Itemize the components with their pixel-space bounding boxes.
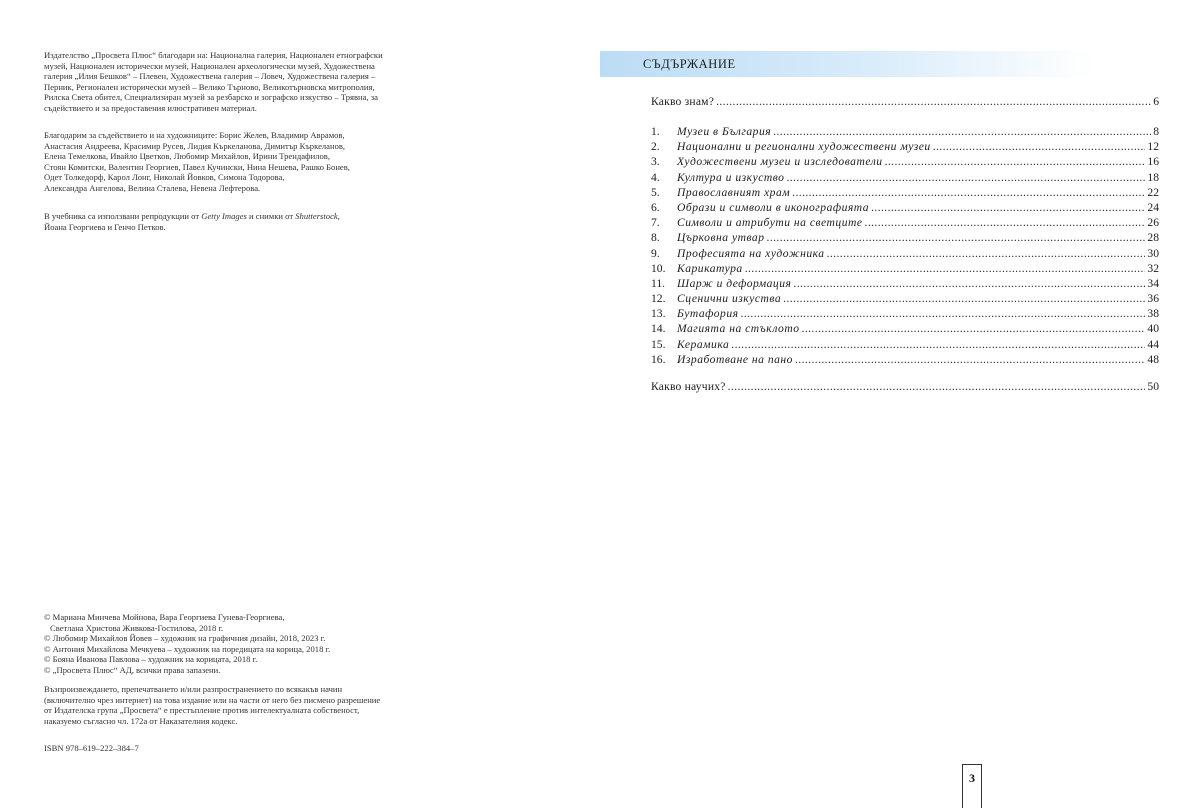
toc-entry-number: 9.: [651, 246, 660, 260]
toc-leader-dots: [795, 353, 1145, 366]
toc-leader-dots: [802, 322, 1146, 335]
toc-entry-title: Керамика: [677, 337, 730, 351]
toc-entry-number: 13.: [651, 307, 666, 321]
toc-entry-page: 18: [1147, 170, 1159, 184]
shutterstock-credit: Shutterstock: [295, 211, 338, 221]
text-line: Перник, Регионален исторически музей – Велико Търново, Великотърновска митрополия,: [44, 81, 375, 92]
toc-entry[interactable]: [649, 155, 1159, 170]
legal-notice: [44, 684, 396, 726]
toc-entry-intro[interactable]: [649, 95, 1159, 110]
toc-entry[interactable]: [649, 231, 1159, 246]
toc-leader-dots: [827, 247, 1146, 260]
copyright-line: Светлана Христова Живкова-Гостилова, 2018 г.: [50, 622, 224, 633]
toc-entry-title: Карикатура: [677, 261, 743, 275]
toc-entry-number: 11.: [651, 276, 666, 290]
copyright-line: © Любомир Михайлов Йовев – художник на графичния дизайн, 2018, 2023 г.: [44, 633, 326, 644]
toc-entry-page: 8: [1153, 125, 1159, 138]
toc-entry-title: Бутафория: [677, 307, 739, 321]
toc-entry-title: Православният храм: [677, 185, 791, 199]
toc-entry-title: Национални и регионални художествени музеи: [677, 140, 931, 154]
toc-entry-title: Църковна утвар: [677, 231, 765, 245]
sources-text: В учебника са използвани репродукции от: [44, 211, 202, 221]
toc-entry-page: 34: [1147, 276, 1159, 290]
toc-entry-number: 3.: [651, 155, 660, 169]
text-line: от Издателска група „Просвета“ е престъпление против интелектуалната собственост,: [44, 705, 360, 716]
toc-entry-page: 28: [1147, 231, 1159, 245]
toc-entry-number: 4.: [651, 170, 660, 184]
toc-entry-page: 24: [1147, 200, 1159, 214]
toc-leader-dots: [716, 95, 1151, 108]
toc-entry[interactable]: [649, 262, 1159, 277]
text-line: Рилска Света обител, Специализиран музей за резбарско и зографско изкуство – Трявна, за: [44, 92, 378, 103]
copyright-line: © Бояна Иванова Павлова – художник на корицата, 2018 г.: [44, 654, 258, 665]
toc-entry-title: Професията на художника: [677, 246, 825, 260]
toc-entry[interactable]: [649, 201, 1159, 216]
toc-entry[interactable]: [649, 186, 1159, 201]
toc-entry-page: 12: [1147, 140, 1159, 154]
toc-entry-title: Култура и изкуство: [677, 170, 785, 184]
toc-leader-dots: [885, 155, 1146, 168]
toc-leader-dots: [783, 292, 1145, 305]
toc-entry-number: 8.: [651, 231, 660, 245]
artists-paragraph: [44, 130, 396, 194]
toc-leader-dots: [745, 262, 1146, 275]
sources-text: ,: [337, 211, 340, 221]
toc-header-band: [600, 51, 1094, 77]
toc-entry-number: 5.: [651, 185, 660, 199]
toc-leader-dots: [865, 216, 1146, 229]
toc-entry-number: 16.: [651, 352, 666, 366]
text-line: (включително чрез интернет) на това издание или на части от него без писмено разрешение: [44, 694, 381, 705]
toc-entry[interactable]: [649, 216, 1159, 231]
right-page: [600, 0, 1200, 807]
toc-entry-title: Какво знам?: [651, 95, 715, 108]
toc-chapters: [649, 125, 1159, 368]
toc-entry-title: Сценични изкуства: [677, 292, 782, 306]
toc-entry[interactable]: [649, 292, 1159, 307]
toc-entry[interactable]: [649, 277, 1159, 292]
toc-leader-dots: [767, 231, 1146, 244]
toc-entry-page: 22: [1147, 185, 1159, 199]
text-line: Анастасия Андреева, Красимир Русев, Лидия Къркеланова, Димитър Къркеланов,: [44, 140, 346, 151]
toc-leader-dots: [871, 201, 1145, 214]
toc-entry[interactable]: [649, 171, 1159, 186]
toc-entry-page: 40: [1147, 322, 1159, 336]
toc-entry-number: 2.: [651, 140, 660, 154]
toc-entry-page: 48: [1147, 352, 1159, 366]
copyright-line: © Антония Михайлова Мечкуева – художник на поредицата на корица, 2018 г.: [44, 643, 331, 654]
toc-entry-number: 12.: [651, 292, 666, 306]
copyright-block: [44, 612, 396, 676]
toc-leader-dots: [728, 380, 1146, 393]
toc-entry-page: 30: [1147, 246, 1159, 260]
text-line: Възпроизвеждането, препечатването и/или разпространението по всякакъв начин: [44, 684, 343, 694]
toc-leader-dots: [773, 125, 1151, 138]
toc-entry-title: Образи и символи в иконографията: [677, 200, 870, 214]
text-line: Благодарим за съдействието и на художниците: Борис Желев, Владимир Аврамов,: [44, 130, 345, 140]
toc-entry-title: Символи и атрибути на светците: [677, 216, 863, 230]
toc-entry[interactable]: [649, 140, 1159, 155]
toc-title: СЪДЪРЖАНИЕ: [643, 57, 736, 71]
toc-entry-page: 38: [1147, 307, 1159, 321]
toc-entry-page: 6: [1153, 95, 1159, 108]
toc-entry-outro[interactable]: [649, 380, 1159, 395]
toc-entry-page: 50: [1147, 380, 1159, 393]
toc-entry[interactable]: [649, 247, 1159, 262]
left-page: [0, 0, 600, 807]
toc-leader-dots: [792, 186, 1145, 199]
text-line: [44, 211, 396, 222]
text-line: галерия „Илия Бешков“ – Плевен, Художествена галерия – Ловеч, Художествена галерия –: [44, 71, 376, 82]
toc-intro: [649, 95, 1159, 110]
toc-leader-dots: [786, 171, 1145, 184]
toc-entry-title: Изработване на пано: [677, 352, 793, 366]
text-line: музей, Национален исторически музей, Национален археологически музей, Художествена: [44, 60, 375, 71]
toc-entry-title: Какво научих?: [651, 380, 726, 393]
toc-entry[interactable]: [649, 353, 1159, 368]
toc-entry-page: 16: [1147, 155, 1159, 169]
toc-entry-number: 10.: [651, 261, 666, 275]
toc-entry[interactable]: [649, 338, 1159, 353]
text-line: Александра Ангелова, Велина Сталева, Невена Лефтерова.: [44, 182, 261, 193]
toc-leader-dots: [731, 338, 1145, 351]
page-number: 3: [969, 771, 975, 785]
toc-entry-page: 36: [1147, 292, 1159, 306]
page-number-box: [962, 764, 982, 808]
isbn: ISBN 978–619–222–384–7: [44, 743, 139, 753]
copyright-line: © „Просвета Плюс“ АД, всички права запазени.: [44, 664, 221, 675]
toc-leader-dots: [741, 307, 1146, 320]
toc-leader-dots: [793, 277, 1145, 290]
sources-paragraph: [44, 211, 396, 232]
toc-outro: [649, 380, 1159, 395]
text-line: наказуемо съгласно чл. 172а от Наказателния кодекс.: [44, 715, 238, 726]
text-line: съдействието и за предоставения илюстративен материал.: [44, 102, 257, 113]
toc-entry-number: 7.: [651, 216, 660, 230]
copyright-line: © Мариана Минчева Мойнова, Вара Георгиева Гунева-Георгиева,: [44, 612, 285, 622]
toc-entry-title: Шарж и деформация: [677, 276, 792, 290]
sources-text: и снимки от: [246, 211, 296, 221]
text-line: Стоян Комитски, Валентин Георгиев, Павел Кучински, Нина Нешева, Рашко Бонев,: [44, 161, 350, 172]
toc-entry-title: Музеи в България: [677, 125, 772, 138]
text-line: Йоана Георгиева и Генчо Петков.: [44, 221, 166, 232]
toc-entry-number: 1.: [651, 125, 660, 138]
toc-entry[interactable]: [649, 322, 1159, 337]
text-line: Елена Темелкова, Ивайло Цветков, Любомир Михайлов, Ирини Трендафилов,: [44, 151, 330, 162]
toc-entry-page: 26: [1147, 216, 1159, 230]
toc-entry-number: 15.: [651, 337, 666, 351]
toc-leader-dots: [933, 140, 1146, 153]
toc-entry-title: Магията на стъклото: [677, 322, 800, 336]
toc-entry-number: 14.: [651, 322, 666, 336]
toc-entry[interactable]: [649, 307, 1159, 322]
toc-entry-page: 44: [1147, 337, 1159, 351]
toc-entry-number: 6.: [651, 200, 660, 214]
acknowledgment-paragraph: [44, 50, 396, 114]
text-line: Одет Толкедорф, Карол Лонг, Николай Йовков, Симона Тодорова,: [44, 172, 285, 183]
toc-entry-title: Художествени музеи и изследователи: [677, 155, 883, 169]
text-line: Издателство „Просвета Плюс“ благодари на: Национална галерия, Национален етнографски: [44, 50, 383, 60]
toc-entry[interactable]: [649, 125, 1159, 140]
toc-entry-page: 32: [1147, 261, 1159, 275]
getty-images-credit: Getty Images: [201, 211, 247, 221]
